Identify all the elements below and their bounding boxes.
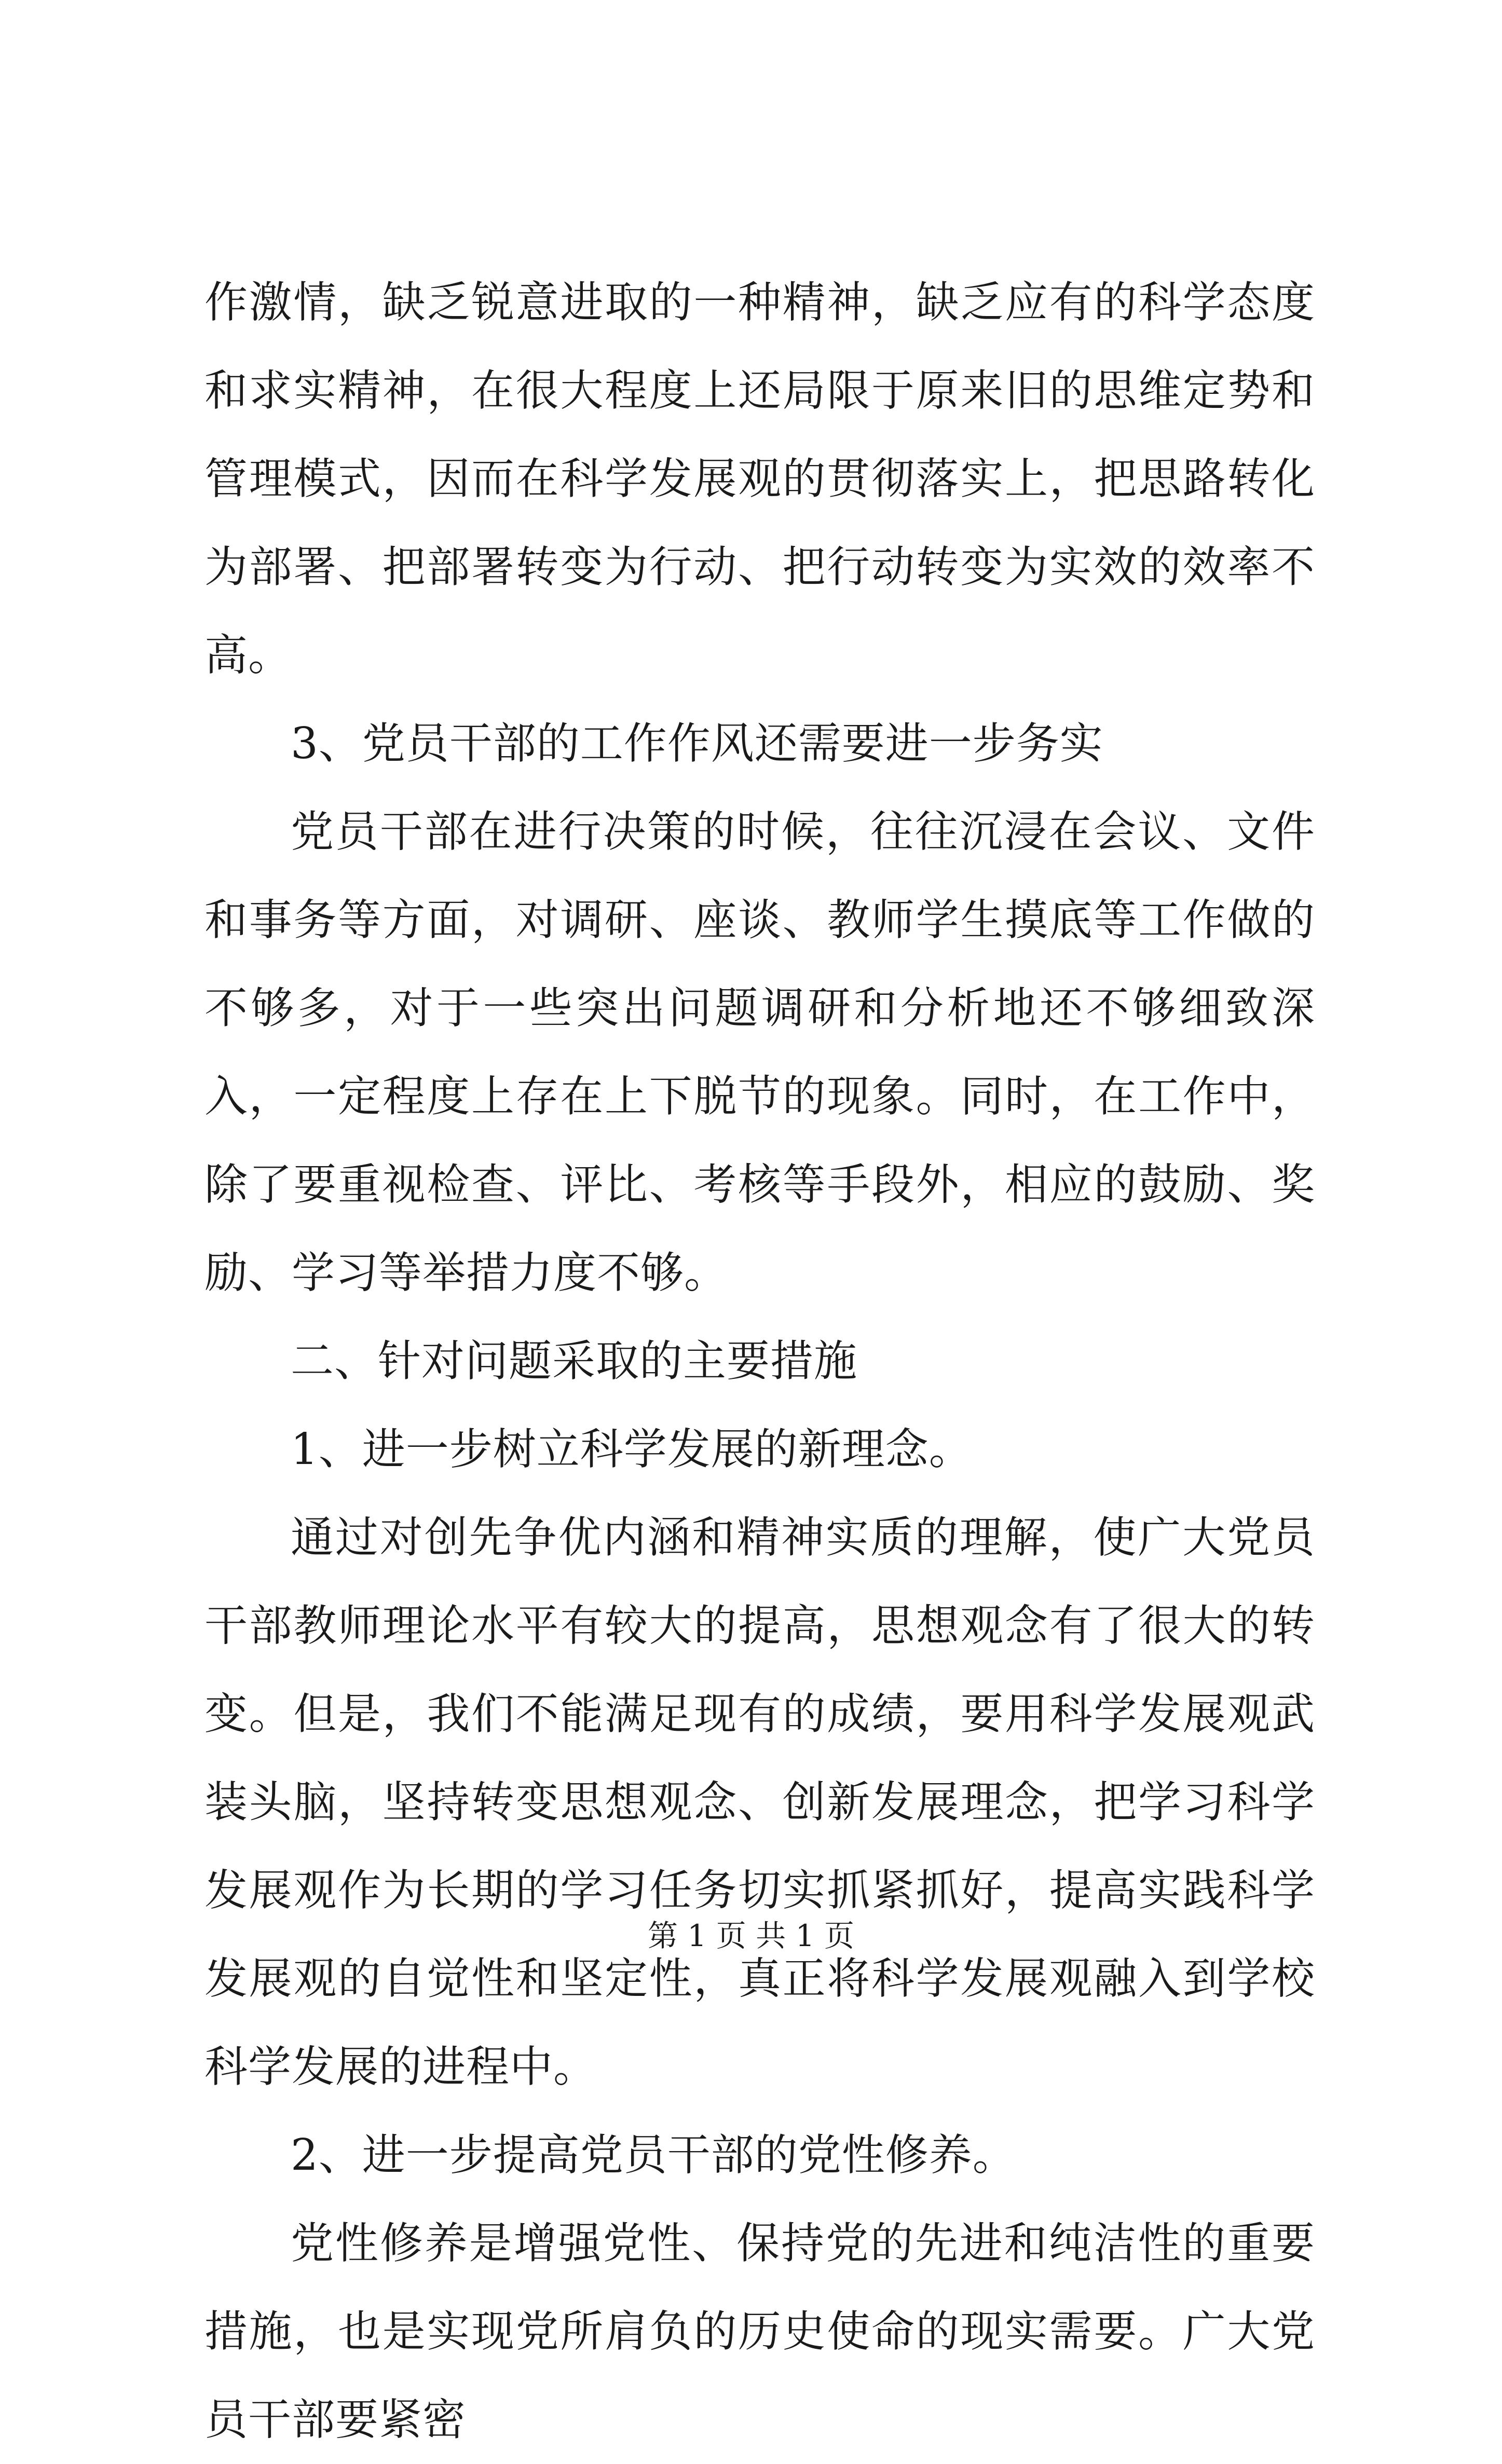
heading-item-1: 1、进一步树立科学发展的新理念。 bbox=[291, 1424, 973, 1474]
paragraph-continuation: 作激情，缺乏锐意进取的一种精神，缺乏应有的科学态度和求实精神，在很大程度上还局限于原来旧的思维定势和管理模式，因而在科学发展观的贯彻落实上，把思路转化为部署、把部署转变为行动、把行动转变为实效的效率不高。 bbox=[204, 277, 1315, 680]
heading-item-3: 3、党员干部的工作作风还需要进一步务实 bbox=[291, 718, 1103, 769]
heading-section-2: 二、针对问题采取的主要措施 bbox=[291, 1336, 857, 1386]
page-footer: 第 1 页 共 1 页 bbox=[648, 1918, 854, 1953]
paragraph-work-style: 党员干部在进行决策的时候，往往沉浸在会议、文件和事务等方面，对调研、座谈、教师学生摸底等工作做的不够多，对于一些突出问题调研和分析地还不够细致深入，一定程度上存在上下脱节的现象。同时，在工作中，除了要重视检查、评比、考核等手段外，相应的鼓励、奖励、学习等举措力度不够。 bbox=[204, 806, 1315, 1298]
heading-item-2: 2、进一步提高党员干部的党性修养。 bbox=[291, 2130, 1016, 2180]
document-body bbox=[204, 258, 1315, 2464]
paragraph-scientific-concept: 通过对创先争优内涵和精神实质的理解，使广大党员干部教师理论水平有较大的提高，思想观念有了很大的转变。但是，我们不能满足现有的成绩，要用科学发展观武装头脑，坚持转变思想观念、创新发展理念，把学习科学发展观作为长期的学习任务切实抓紧抓好，提高实践科学发展观的自觉性和坚定性，真正将科学发展观融入到学校科学发展的进程中。 bbox=[204, 1512, 1315, 2092]
paragraph-party-spirit: 党性修养是增强党性、保持党的先进和纯洁性的重要措施，也是实现党所肩负的历史使命的现实需要。广大党员干部要紧密 bbox=[204, 2218, 1315, 2445]
